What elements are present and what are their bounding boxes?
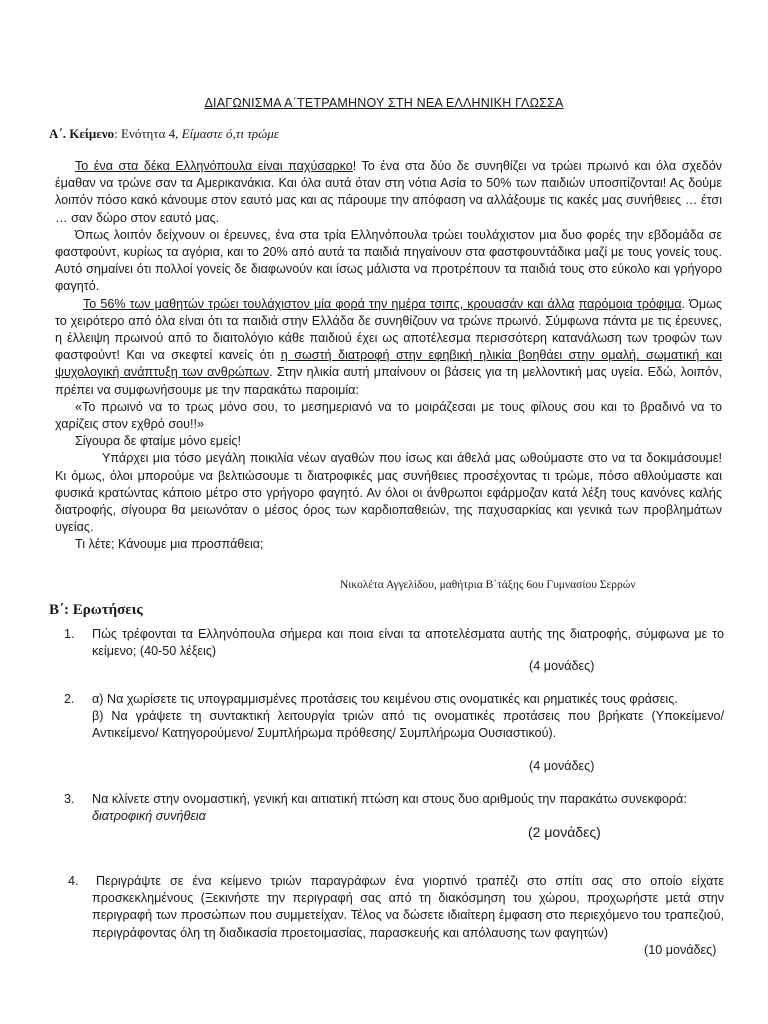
underlined-sentence-3: η σωστή διατροφή στην εφηβική ηλικία βοηθάει στην ομαλή, σωματική και ψυχολογική ανάπτυξη των ανθρώπων [55, 348, 722, 380]
question-text: Πώς τρέφονται τα Ελληνόπουλα σήμερα και ποια είναι τα αποτελέσματα αυτής της διατροφής, σύμφωνα με το κείμενο; (40-50 λέξεις) [92, 627, 724, 659]
paragraph-4: Σίγουρα δε φταίμε μόνο εμείς! [75, 434, 241, 449]
paragraph-6: Τι λέτε; Κάνουμε μια προσπάθεια; [75, 537, 264, 552]
question-points: (4 μονάδες) [529, 759, 595, 773]
question-2 [64, 691, 724, 773]
author-signature: Νικολέτα Αγγελίδου, μαθήτρια Β΄τάξης 6ου Γυμνασίου Σερρών [340, 579, 636, 591]
question-text: Να κλίνετε στην ονομαστική, γενική και αιτιατική πτώση και στους δυο αριθμούς την παρακάτω συνεκφορά: [92, 792, 687, 806]
underlined-sentence-2a: Το 56% των μαθητών τρώει τουλάχιστον μία φορά την ημέρα τσιπς, κρουασάν και άλλα [83, 296, 575, 311]
question-points: (10 μονάδες) [638, 942, 716, 959]
section-a-unit-title: Είμαστε ό,τι τρώμε [181, 126, 279, 141]
proverb: «Το πρωινό να το τρως μόνο σου, το μεσημεριανό να το μοιράζεσαι με τους φίλους σου και το βραδινό να το χαρίζεις στον εχθρό σου!!» [55, 399, 722, 432]
question-number: 2. [64, 692, 75, 706]
question-text: Περιγράψτε σε ένα κείμενο τριών παραγράφων ένα γιορτινό τραπέζι στο σπίτι σας στο οποίο είχατε προσκεκλημένους (Ξεκινήστε την περιγραφή σας από τη διακόσμηση του χώρου, προχωρήστε μετά στην περιγραφή των προσώπων που συμμετείχαν. Τέλος να δώσετε ιδιαίτερη έμφαση στο περιεχόμενο του τραπεζιού, περιγράφοντας όλη τη διαδικασία προετοιμασίας, παρασκευής και απόλαυσης των φαγητών) [92, 874, 724, 940]
question-3 [64, 791, 724, 840]
section-a-label: Α΄. Κείμενο [49, 126, 115, 141]
paragraph-2: Όπως λοιπόν δείχνουν οι έρευνες, ένα στα τρία Ελληνόπουλα τρώει τουλάχιστον μια δυο φορές την εβδομάδα σε φαστφούντ, κυρίως τα αγόρια, και το 20% από αυτά τα παιδιά πηγαίνουν στα φαστφουντάδικα μαζί με τους γονείς τους. Αυτό σημαίνει ότι πολλοί γονείς δε διαφωνούν και ίσως μάλιστα να προτρέπουν τα παιδιά τους στο εύκολο και γρήγορο φαγητό. [55, 227, 722, 294]
question-text-a: α) Να χωρίσετε τις υπογραμμισμένες προτάσεις του κειμένου στις ονοματικές και ρηματικές τους φράσεις. [92, 692, 678, 706]
question-1 [64, 626, 724, 673]
paragraph-1-text: ! Το ένα στα δύο δε συνηθίζει να τρώει πρωινό και όλα σχεδόν έμαθαν να τρώνε σαν τα Αμερικανάκια. Και όλα αυτά όταν στη νότια Ασία το 50% των παιδιών υποσιτίζονται! Ας δούμε λοιπόν πόσο κακό κάνουμε στον εαυτό μας και ας πάρουμε την απόφαση να αλλάξουμε τις κακές μας συνήθειες … έτσι … σαν δώρο στον εαυτό μας. [55, 159, 722, 225]
question-number: 3. [64, 792, 75, 806]
underlined-sentence-1: Το ένα στα δέκα Ελληνόπουλα είναι παχύσαρκο [75, 159, 353, 173]
question-number: 1. [64, 627, 75, 641]
page-title: ΔΙΑΓΩΝΙΣΜΑ Α΄ΤΕΤΡΑΜΗΝΟΥ ΣΤΗ ΝΕΑ ΕΛΛΗΝΙΚΗ ΓΛΩΣΣΑ [204, 96, 564, 110]
paragraph-5: Υπάρχει μια τόσο μεγάλη ποικιλία νέων αγαθών που ίσως και άθελά μας ωθούμαστε στο να τα δοκιμάσουμε! Κι όμως, όλοι μπορούμε να βελτιώσουμε τι διατροφικές μας συνήθειες προσέχοντας τι τρώμε, πόσο αθλούμαστε και φυσικά κρατώντας κάποιο μέτρο στο γρήγορο φαγητό. Αν όλοι οι άνθρωποι εφάρμοζαν κατά λέξη τους κανόνες καλής διατροφής, σίγουρα θα μειωνόταν ο μέσος όρος των καρδιοπαθειών, της παχυσαρκίας και γενικά των προβλημάτων υγείας. [55, 451, 722, 535]
paragraph-1 [55, 158, 722, 227]
section-a-heading [49, 126, 279, 142]
passage-text [55, 158, 722, 554]
paragraph-3 [55, 296, 722, 399]
paragraph-3-end: . Στην ηλικία αυτή μπαίνουν οι βάσεις για τη μελλοντική μας υγεία. Εδώ, λοιπόν, πρέπει να συμφωνήσουμε με την παρακάτω παροιμία: [55, 365, 722, 397]
paragraph-3-mid: . Όμως το χειρότερο από όλα είναι ότι τα παιδιά στην Ελλάδα δε συνηθίζουν να τρώνε πρωινό. Σύμφωνα πάντα με τις έρευνες, η έλλειψη πρωινού από το διαιτολόγιο κάθε παιδιού έχει ως αποτέλεσμα περισσότερη κατανάλωση των τροφών των φαστφούντ! Και να σκεφτεί κανείς ότι [55, 296, 722, 363]
question-points: (4 μονάδες) [529, 659, 595, 673]
question-points: (2 μονάδες) [528, 824, 601, 840]
section-a-unit: : Ενότητα 4, [114, 126, 179, 141]
section-b-heading: Β΄: Ερωτήσεις [49, 602, 143, 618]
question-number: 4. [68, 874, 79, 888]
question-phrase: διατροφική συνήθεια [92, 809, 206, 824]
question-text-b: β) Να γράψετε τη συντακτική λειτουργία τριών από τις ονοματικές προτάσεις που βρήκατε (Υποκείμενο/ Αντικείμενο/ Κατηγορούμενο/ Συμπλήρωμα πρόθεσης/ Συμπλήρωμα Ουσιαστικού). [92, 709, 724, 741]
question-4 [64, 873, 724, 957]
underlined-sentence-2b: παρόμοια τρόφιμα [578, 296, 682, 311]
